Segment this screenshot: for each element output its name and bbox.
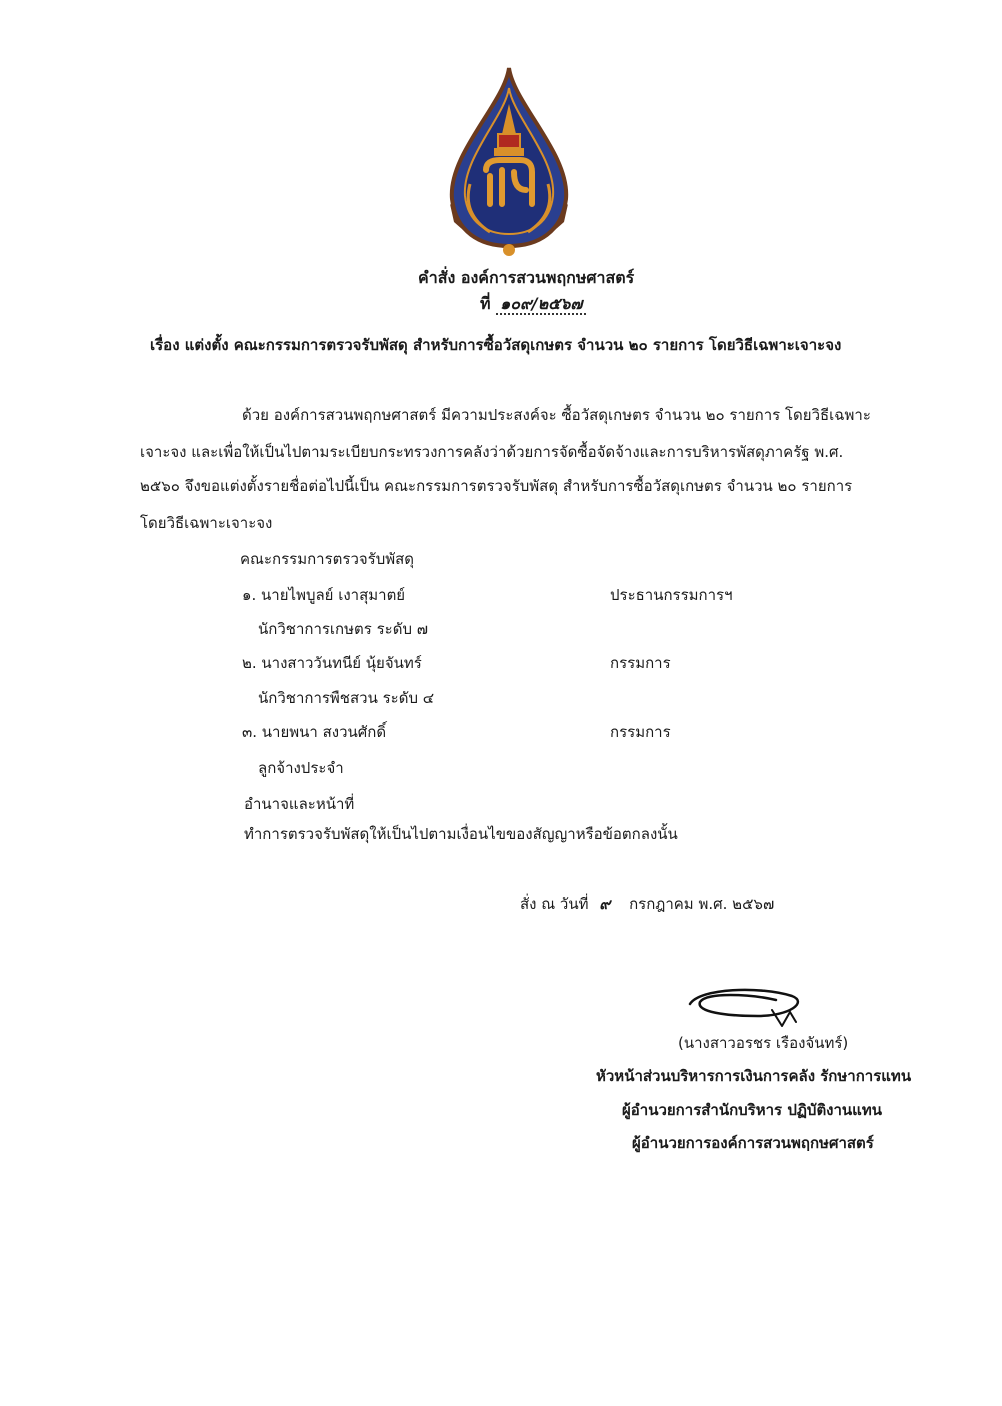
member-2-name: ๒. นางสาววันทนีย์ นุ้ยจันทร์ <box>242 654 422 672</box>
signatory-name: (นางสาวอรชร เรืองจันทร์) <box>678 1034 849 1052</box>
member-1-position: นักวิชาการเกษตร ระดับ ๗ <box>258 620 429 638</box>
botanical-garden-emblem-icon <box>440 64 578 260</box>
date-rest: กรกฎาคม พ.ศ. ๒๕๖๗ <box>629 895 775 913</box>
body-line-2: เจาะจง และเพื่อให้เป็นไปตามระเบียบกระทรวงการคลังว่าด้วยการจัดซื้อจัดจ้างและการบริหารพัสดุภาครัฐ พ.ศ. <box>140 443 844 461</box>
duty-text: ทำการตรวจรับพัสดุให้เป็นไปตามเงื่อนไขของสัญญาหรือข้อตกลงนั้น <box>244 825 678 843</box>
signatory-title-2: ผู้อำนวยการสำนักบริหาร ปฏิบัติงานแทน <box>622 1101 882 1119</box>
member-1-role: ประธานกรรมการฯ <box>610 586 733 604</box>
member-2-role: กรรมการ <box>610 654 671 672</box>
signatory-title-3: ผู้อำนวยการองค์การสวนพฤกษศาสตร์ <box>632 1134 874 1152</box>
committee-heading: คณะกรรมการตรวจรับพัสดุ <box>240 550 415 568</box>
order-subject: เรื่อง แต่งตั้ง คณะกรรมการตรวจรับพัสดุ สำหรับการซื้อวัสดุเกษตร จำนวน ๒๐ รายการ โดยวิธีเฉพาะเจาะจง <box>150 336 842 354</box>
order-number-value: ๑๐๙/๒๕๖๗ <box>496 294 586 315</box>
date-prefix: สั่ง ณ วันที่ <box>520 895 589 913</box>
order-date <box>520 892 774 916</box>
body-line-4: โดยวิธีเฉพาะเจาะจง <box>140 514 273 532</box>
member-3-name: ๓. นายพนา สงวนศักดิ์ <box>242 723 387 741</box>
order-number <box>480 292 586 317</box>
member-3-position: ลูกจ้างประจำ <box>258 759 344 777</box>
duty-heading: อำนาจและหน้าที่ <box>244 795 355 813</box>
handwritten-signature <box>680 982 820 1032</box>
member-2-position: นักวิชาการพืชสวน ระดับ ๔ <box>258 689 435 707</box>
body-line-1: ด้วย องค์การสวนพฤกษศาสตร์ มีความประสงค์จะ ซื้อวัสดุเกษตร จำนวน ๒๐ รายการ โดยวิธีเฉพาะ <box>242 406 871 424</box>
signatory-title-1: หัวหน้าส่วนบริหารการเงินการคลัง รักษาการแทน <box>596 1067 912 1085</box>
body-line-3: ๒๕๖๐ จึงขอแต่งตั้งรายชื่อต่อไปนี้เป็น คณะกรรมการตรวจรับพัสดุ สำหรับการซื้อวัสดุเกษตร จำนวน ๒๐ รายการ <box>140 477 853 495</box>
member-1-name: ๑. นายไพบูลย์ เงาสุมาตย์ <box>242 586 406 604</box>
date-day: ๙ <box>599 895 611 913</box>
member-3-role: กรรมการ <box>610 723 671 741</box>
order-title: คำสั่ง องค์การสวนพฤกษศาสตร์ <box>418 268 635 287</box>
order-number-prefix: ที่ <box>480 294 491 313</box>
